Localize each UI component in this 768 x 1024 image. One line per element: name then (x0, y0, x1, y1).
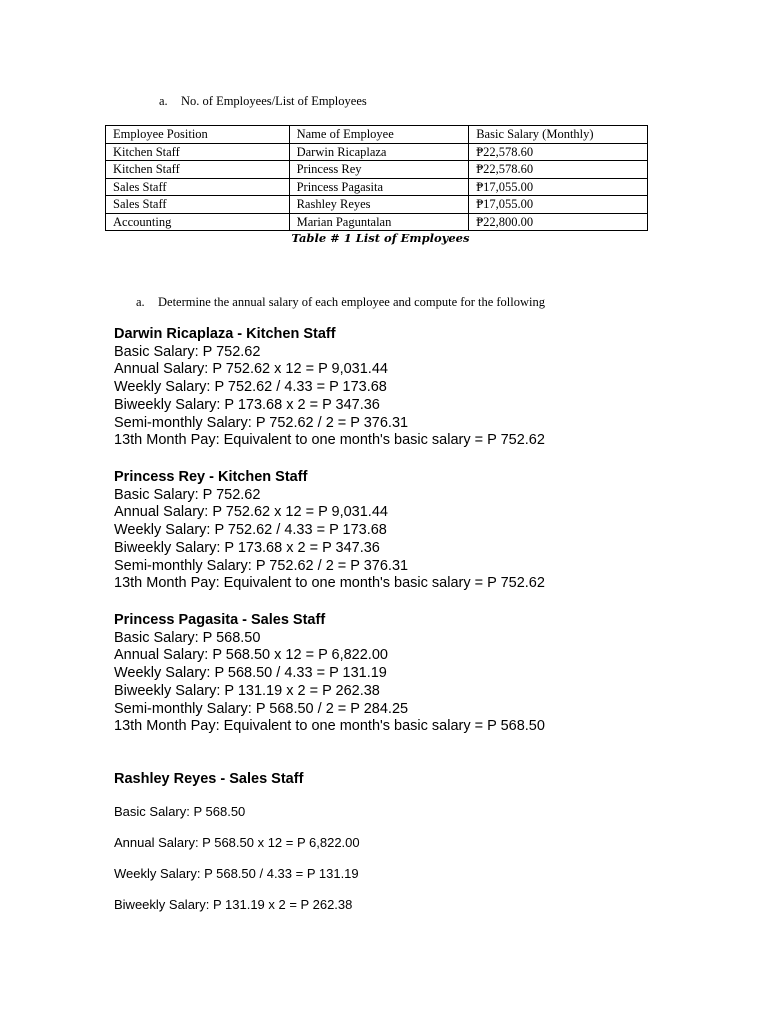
weekly-salary-line: Weekly Salary: P 752.62 / 4.33 = P 173.68 (114, 522, 387, 539)
cell-position: Kitchen Staff (106, 161, 290, 179)
cell-position: Sales Staff (106, 178, 290, 196)
section-heading-compute (136, 295, 545, 310)
table-row (106, 161, 648, 179)
basic-salary-line: Basic Salary: P 568.50 (114, 804, 246, 819)
table-row (106, 143, 648, 161)
annual-salary-line: Annual Salary: P 568.50 x 12 = P 6,822.00 (114, 835, 360, 850)
thirteenth-month-line: 13th Month Pay: Equivalent to one month's basic salary = P 752.62 (114, 575, 545, 592)
weekly-salary-line: Weekly Salary: P 568.50 / 4.33 = P 131.19 (114, 665, 387, 682)
cell-position: Kitchen Staff (106, 143, 290, 161)
biweekly-salary-line: Biweekly Salary: P 173.68 x 2 = P 347.36 (114, 539, 380, 556)
semi-monthly-salary-line: Semi-monthly Salary: P 752.62 / 2 = P 376.31 (114, 414, 409, 431)
basic-salary-line: Basic Salary: P 568.50 (114, 629, 261, 646)
cell-name: Princess Pagasita (289, 178, 469, 196)
employee-table (105, 125, 648, 231)
basic-salary-line: Basic Salary: P 752.62 (114, 486, 261, 503)
employee-title: Princess Rey - Kitchen Staff (114, 469, 308, 485)
column-header-name: Name of Employee (289, 126, 469, 144)
cell-salary: ₱22,578.60 (469, 143, 648, 161)
table-header-row (106, 126, 648, 144)
cell-position: Accounting (106, 213, 290, 231)
employee-title: Princess Pagasita - Sales Staff (114, 612, 326, 628)
section-heading-employee-list (159, 94, 367, 109)
annual-salary-line: Annual Salary: P 568.50 x 12 = P 6,822.00 (114, 647, 388, 664)
employee-block-princess-pagasita (114, 612, 545, 736)
section-heading-text: No. of Employees/List of Employees (181, 94, 367, 108)
cell-salary: ₱17,055.00 (469, 178, 648, 196)
cell-name: Marian Paguntalan (289, 213, 469, 231)
table-row (106, 178, 648, 196)
employee-block-rashley (114, 770, 360, 913)
cell-salary: ₱22,578.60 (469, 161, 648, 179)
employee-block-princess-rey (114, 469, 545, 593)
section-heading-text: Determine the annual salary of each employee and compute for the following (158, 295, 546, 309)
basic-salary-line: Basic Salary: P 752.62 (114, 343, 261, 360)
column-header-salary: Basic Salary (Monthly) (469, 126, 648, 144)
employee-title: Rashley Reyes - Sales Staff (114, 771, 304, 787)
cell-name: Darwin Ricaplaza (289, 143, 469, 161)
employee-title: Darwin Ricaplaza - Kitchen Staff (114, 326, 336, 342)
cell-salary: ₱22,800.00 (469, 213, 648, 231)
weekly-salary-line: Weekly Salary: P 752.62 / 4.33 = P 173.68 (114, 379, 387, 396)
biweekly-salary-line: Biweekly Salary: P 131.19 x 2 = P 262.38 (114, 897, 353, 912)
cell-salary: ₱17,055.00 (469, 196, 648, 214)
annual-salary-line: Annual Salary: P 752.62 x 12 = P 9,031.44 (114, 361, 388, 378)
semi-monthly-salary-line: Semi-monthly Salary: P 752.62 / 2 = P 376.31 (114, 557, 409, 574)
biweekly-salary-line: Biweekly Salary: P 131.19 x 2 = P 262.38 (114, 682, 380, 699)
employee-block-darwin (114, 326, 545, 450)
annual-salary-line: Annual Salary: P 752.62 x 12 = P 9,031.44 (114, 504, 388, 521)
cell-name: Rashley Reyes (289, 196, 469, 214)
table-caption: Table # 1 List of Employees (291, 231, 470, 245)
list-marker: a. (136, 295, 145, 309)
list-marker: a. (159, 94, 168, 108)
thirteenth-month-line: 13th Month Pay: Equivalent to one month's basic salary = P 568.50 (114, 718, 545, 735)
biweekly-salary-line: Biweekly Salary: P 173.68 x 2 = P 347.36 (114, 396, 380, 413)
cell-position: Sales Staff (106, 196, 290, 214)
semi-monthly-salary-line: Semi-monthly Salary: P 568.50 / 2 = P 284.25 (114, 700, 409, 717)
weekly-salary-line: Weekly Salary: P 568.50 / 4.33 = P 131.19 (114, 866, 359, 881)
thirteenth-month-line: 13th Month Pay: Equivalent to one month's basic salary = P 752.62 (114, 432, 545, 449)
cell-name: Princess Rey (289, 161, 469, 179)
table-row (106, 196, 648, 214)
table-row (106, 213, 648, 231)
column-header-position: Employee Position (106, 126, 290, 144)
